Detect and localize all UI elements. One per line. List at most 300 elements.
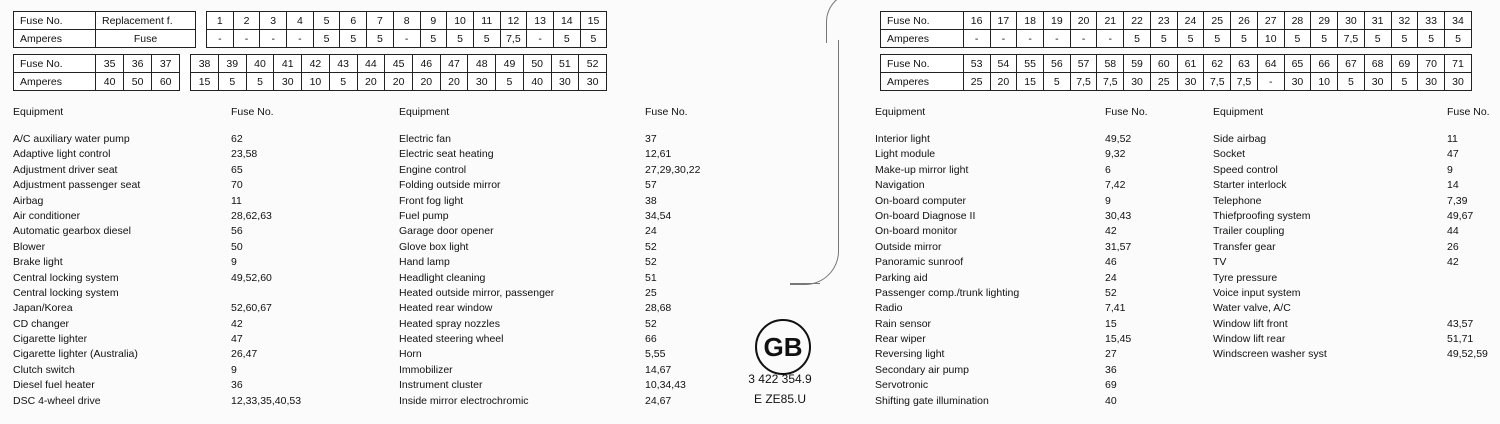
fuse-number-cell: 47 (440, 55, 468, 73)
equipment-header: Equipment (875, 106, 926, 118)
table-gap (180, 55, 191, 73)
amperes-cell: - (1257, 73, 1284, 91)
fuse-number-row (881, 55, 1472, 73)
fuse-no-label: Fuse No. (881, 12, 964, 30)
amperes-cell: 5 (496, 73, 524, 91)
document-code: E ZE85.U (753, 392, 807, 406)
amperes-cell: 15 (1017, 73, 1044, 91)
fuse-number-cell: 3 (260, 12, 287, 30)
equipment-row (13, 194, 343, 209)
fuse-number-cell: 28 (1284, 12, 1311, 30)
equipment-fuse: 66 (645, 333, 657, 346)
amperes-cell: 30 (1418, 73, 1445, 91)
equipment-row (399, 378, 729, 393)
equipment-name: Rear wiper (875, 333, 926, 346)
equipment-row (399, 224, 729, 239)
fuse-number-cell: 10 (447, 12, 474, 30)
fuse-number-cell: 65 (1284, 55, 1311, 73)
equipment-name: Thiefproofing system (1213, 209, 1311, 222)
equipment-row (1213, 178, 1493, 193)
equipment-row (399, 271, 729, 286)
equipment-name: Outside mirror (875, 240, 942, 253)
amperes-cell: - (1017, 30, 1044, 48)
cut-line-bottom (790, 283, 820, 284)
fuse-number-cell: 36 (124, 55, 152, 73)
fuse-number-cell: 69 (1391, 55, 1418, 73)
fuse-number-cell: 31 (1364, 12, 1391, 30)
equipment-fuse: 9 (231, 363, 237, 376)
amperes-cell: - (1070, 30, 1097, 48)
fuse-number-cell: 70 (1418, 55, 1445, 73)
equipment-rows (13, 132, 343, 409)
equipment-name: Instrument cluster (399, 379, 483, 392)
fuse-number-cell: 9 (420, 12, 447, 30)
fuse-number-cell: 27 (1257, 12, 1284, 30)
equipment-name: Adjustment driver seat (13, 163, 118, 176)
equipment-fuse: 51,71 (1447, 333, 1474, 346)
fuse-number-cell: 43 (329, 55, 357, 73)
equipment-row (399, 317, 729, 332)
amperes-cell: 5 (580, 30, 607, 48)
equipment-fuse: 49,52 (1105, 133, 1132, 145)
equipment-name: Air conditioner (13, 209, 81, 222)
equipment-row (875, 347, 1195, 362)
fuse-no-label: Fuse No. (14, 12, 96, 30)
amperes-cell: 5 (1444, 30, 1471, 48)
fuse-table-top-right (880, 11, 1472, 48)
equipment-row (399, 132, 729, 147)
equipment-fuse: 28,68 (645, 302, 672, 315)
amperes-cell: - (260, 30, 287, 48)
equipment-fuse: 26,47 (231, 348, 258, 361)
equipment-header: Equipment (399, 106, 450, 118)
equipment-name: A/C auxiliary water pump (13, 133, 130, 145)
amperes-cell: - (990, 30, 1017, 48)
equipment-row (399, 332, 729, 347)
amperes-cell: 60 (152, 73, 180, 91)
fuse-no-label: Fuse No. (14, 55, 96, 73)
amperes-cell: 30 (1284, 73, 1311, 91)
equipment-name: Automatic gearbox diesel (13, 225, 131, 238)
equipment-name: On-board monitor (875, 225, 958, 238)
equipment-name: DSC 4-wheel drive (13, 394, 101, 407)
equipment-fuse: 43,57 (1447, 317, 1474, 330)
equipment-row (1213, 132, 1493, 147)
equipment-name: Inside mirror electrochromic (399, 394, 529, 407)
amperes-cell: 5 (313, 30, 340, 48)
fuse-number-cell: 29 (1311, 12, 1338, 30)
fuse-number-cell: 54 (990, 55, 1017, 73)
amperes-label: Amperes (14, 30, 96, 48)
equipment-fuse: 57 (645, 179, 657, 192)
fuse-number-cell: 11 (473, 12, 500, 30)
equipment-name: Adaptive light control (13, 148, 111, 161)
equipment-fuse: 36 (1105, 363, 1117, 376)
equipment-fuse: 26 (1447, 240, 1459, 253)
equipment-fuse: 12,33,35,40,53 (231, 394, 302, 407)
equipment-fuse: 9 (1105, 194, 1111, 207)
equipment-row (875, 240, 1195, 255)
amperes-cell: 5 (329, 73, 357, 91)
equipment-name: Hand lamp (399, 256, 450, 269)
equipment-row (13, 132, 343, 147)
equipment-name: Blower (13, 240, 46, 253)
equipment-fuse: 15 (1105, 317, 1117, 330)
fuse-number-cell: 17 (990, 12, 1017, 30)
equipment-fuse: 52 (1105, 286, 1117, 299)
fuse-number-cell: 55 (1017, 55, 1044, 73)
table-gap (196, 12, 207, 30)
equipment-name: Japan/Korea (13, 302, 73, 315)
equipment-row (875, 301, 1195, 316)
amperes-cell: - (207, 30, 234, 48)
equipment-name: Light module (875, 148, 936, 161)
fuse-number-cell: 6 (340, 12, 367, 30)
equipment-name: Servotronic (875, 379, 929, 392)
fuse-number-cell: 2 (233, 12, 260, 30)
equipment-fuse: 14,67 (645, 363, 672, 376)
equipment-row (13, 347, 343, 362)
equipment-row (399, 209, 729, 224)
amperes-cell: 7,5 (500, 30, 527, 48)
amperes-cell: 20 (440, 73, 468, 91)
equipment-name: Heated spray nozzles (399, 317, 500, 330)
equipment-row (13, 240, 343, 255)
amperes-cell: 5 (246, 73, 274, 91)
amperes-cell: 5 (1177, 30, 1204, 48)
equipment-fuse: 49,52,59 (1447, 348, 1488, 361)
amperes-cell: 5 (1364, 30, 1391, 48)
fuse-number-cell: 41 (274, 55, 302, 73)
fuse-number-cell: 45 (385, 55, 413, 73)
amperes-cell: 5 (1311, 30, 1338, 48)
equipment-row (1213, 209, 1493, 224)
fuse-table-bottom-left (13, 54, 607, 91)
amperes-cell: 30 (1444, 73, 1471, 91)
fuse-number-cell: 13 (527, 12, 554, 30)
amperes-cell: 5 (1124, 30, 1151, 48)
equipment-row (399, 255, 729, 270)
equipment-name: Reversing light (875, 348, 945, 361)
amperes-cell: 30 (468, 73, 496, 91)
equipment-name: Window lift rear (1213, 333, 1286, 346)
fuse-number-cell: 15 (580, 12, 607, 30)
equipment-row (13, 209, 343, 224)
equipment-fuse: 52,60,67 (231, 302, 272, 315)
equipment-row (13, 394, 343, 409)
equipment-row (399, 394, 729, 409)
amperes-cell: 5 (1391, 73, 1418, 91)
fuse-number-cell: 64 (1257, 55, 1284, 73)
equipment-fuse: 38 (645, 194, 657, 207)
equipment-fuse: 27,29,30,22 (645, 163, 701, 176)
part-number: 3 422 354.9 (748, 372, 812, 386)
amperes-cell: 5 (218, 73, 246, 91)
fuse-number-cell: 23 (1150, 12, 1177, 30)
equipment-fuse: 7,39 (1447, 194, 1468, 207)
amperes-cell: 20 (990, 73, 1017, 91)
fuse-number-cell: 57 (1070, 55, 1097, 73)
equipment-row (875, 147, 1195, 162)
equipment-name: Telephone (1213, 194, 1262, 207)
equipment-fuse: 52 (645, 317, 657, 330)
fuse-number-cell: 71 (1444, 55, 1471, 73)
amperes-row (14, 73, 607, 91)
amperes-cell: 30 (551, 73, 579, 91)
equipment-row (13, 378, 343, 393)
equipment-row (13, 147, 343, 162)
amperes-cell: 7,5 (1338, 30, 1365, 48)
replacement-label: Replacement f. (96, 12, 196, 30)
fuse-number-cell: 46 (412, 55, 440, 73)
equipment-name: Water valve, A/C (1213, 302, 1291, 315)
country-badge: GB (755, 319, 811, 375)
replacement-value: Fuse (96, 30, 196, 48)
fuse-number-cell: 21 (1097, 12, 1124, 30)
amperes-cell: - (527, 30, 554, 48)
fuse-number-cell: 68 (1364, 55, 1391, 73)
amperes-cell: 15 (191, 73, 219, 91)
fuse-number-cell: 53 (963, 55, 990, 73)
fuse-number-cell: 1 (207, 12, 234, 30)
equipment-fuse: 5,55 (645, 348, 666, 361)
equipment-fuse: 28,62,63 (231, 209, 272, 222)
amperes-cell: 5 (420, 30, 447, 48)
equipment-name: Panoramic sunroof (875, 256, 964, 269)
equipment-name: Heated steering wheel (399, 333, 504, 346)
equipment-name: CD changer (13, 317, 70, 330)
fuse-number-cell: 44 (357, 55, 385, 73)
equipment-row (1213, 163, 1493, 178)
equipment-fuse: 46 (1105, 256, 1117, 269)
equipment-row (1213, 332, 1493, 347)
equipment-fuse: 42 (1447, 256, 1459, 269)
equipment-rows (1213, 132, 1493, 363)
amperes-row (14, 30, 607, 48)
equipment-fuse: 24,67 (645, 394, 672, 407)
equipment-fuse: 30,43 (1105, 209, 1132, 222)
fuse-number-cell: 59 (1124, 55, 1151, 73)
equipment-row (875, 394, 1195, 409)
equipment-name: Transfer gear (1213, 240, 1276, 253)
fuse-number-cell: 24 (1177, 12, 1204, 30)
fuse-number-cell: 48 (468, 55, 496, 73)
amperes-cell: 5 (553, 30, 580, 48)
equipment-row (1213, 286, 1493, 301)
equipment-name: Tyre pressure (1213, 271, 1278, 284)
equipment-row (399, 240, 729, 255)
equipment-row (13, 178, 343, 193)
equipment-fuse: 25 (645, 286, 657, 299)
equipment-row (1213, 347, 1493, 362)
equipment-name: Interior light (875, 133, 930, 145)
equipment-fuse: 70 (231, 179, 243, 192)
cut-line (790, 40, 839, 285)
fuse-number-row (881, 12, 1472, 30)
fuse-number-cell: 50 (523, 55, 551, 73)
fuse-number-cell: 19 (1043, 12, 1070, 30)
fuse-number-cell: 20 (1070, 12, 1097, 30)
equipment-name: Diesel fuel heater (13, 379, 95, 392)
equipment-name: Clutch switch (13, 363, 75, 376)
equipment-row (13, 224, 343, 239)
equipment-name: Side airbag (1213, 133, 1267, 145)
equipment-fuse: 9,32 (1105, 148, 1126, 161)
fuse-number-cell: 38 (191, 55, 219, 73)
equipment-name: Horn (399, 348, 422, 361)
table-gap (180, 73, 191, 91)
equipment-row (875, 163, 1195, 178)
fuse-number-cell: 63 (1231, 55, 1258, 73)
fuse-number-cell: 7 (367, 12, 394, 30)
fuse-number-cell: 35 (96, 55, 124, 73)
equipment-fuse: 12,61 (645, 148, 672, 161)
fuse-number-cell: 49 (496, 55, 524, 73)
equipment-name: Front fog light (399, 194, 464, 207)
fuse-number-cell: 67 (1338, 55, 1365, 73)
equipment-name: Brake light (13, 256, 63, 269)
amperes-cell: 5 (1150, 30, 1177, 48)
equipment-name: Secondary air pump (875, 363, 969, 376)
equipment-row (1213, 271, 1493, 286)
amperes-cell: 40 (523, 73, 551, 91)
fuse-table-bottom-right (880, 54, 1472, 91)
fuse-number-cell: 18 (1017, 12, 1044, 30)
equipment-fuse: 37 (645, 133, 657, 145)
fuse-number-cell: 62 (1204, 55, 1231, 73)
equipment-row (13, 286, 343, 301)
equipment-row (13, 271, 343, 286)
equipment-row (399, 347, 729, 362)
equipment-fuse: 49,67 (1447, 209, 1474, 222)
equipment-name: Rain sensor (875, 317, 932, 330)
fuse-no-header: Fuse No. (645, 106, 688, 118)
fuse-number-cell: 40 (246, 55, 274, 73)
fuse-number-cell: 52 (579, 55, 607, 73)
amperes-cell: 20 (412, 73, 440, 91)
amperes-cell: - (287, 30, 314, 48)
equipment-fuse: 24 (645, 225, 657, 238)
table-gap (196, 30, 207, 48)
equipment-row (875, 271, 1195, 286)
equipment-fuse: 49,52,60 (231, 271, 272, 284)
fuse-number-cell: 51 (551, 55, 579, 73)
equipment-fuse: 10,34,43 (645, 379, 686, 392)
amperes-cell: 5 (447, 30, 474, 48)
equipment-row (399, 363, 729, 378)
amperes-cell: 25 (1150, 73, 1177, 91)
equipment-name: Headlight cleaning (399, 271, 486, 284)
amperes-cell: 20 (357, 73, 385, 91)
amperes-cell: 20 (385, 73, 413, 91)
fuse-table-top-left (13, 11, 607, 48)
amperes-label: Amperes (14, 73, 96, 91)
equipment-row (1213, 317, 1493, 332)
amperes-cell: 30 (1177, 73, 1204, 91)
equipment-name: Voice input system (1213, 286, 1301, 299)
fuse-no-header: Fuse No. (1105, 106, 1148, 118)
equipment-name: Glove box light (399, 240, 469, 253)
fuse-number-cell: 14 (553, 12, 580, 30)
equipment-row (875, 363, 1195, 378)
amperes-cell: 5 (1284, 30, 1311, 48)
equipment-fuse: 50 (231, 240, 243, 253)
equipment-fuse: 23,58 (231, 148, 258, 161)
equipment-fuse: 27 (1105, 348, 1117, 361)
equipment-fuse: 31,57 (1105, 240, 1132, 253)
equipment-fuse: 52 (645, 240, 657, 253)
fuse-number-cell: 4 (287, 12, 314, 30)
amperes-row (881, 30, 1472, 48)
fuse-no-label: Fuse No. (881, 55, 964, 73)
amperes-cell: 50 (124, 73, 152, 91)
equipment-name: Cigarette lighter (Australia) (13, 348, 138, 361)
equipment-row (13, 317, 343, 332)
equipment-fuse: 15,45 (1105, 333, 1132, 346)
equipment-fuse: 44 (1447, 225, 1459, 238)
equipment-row (875, 132, 1195, 147)
fuse-number-cell: 66 (1311, 55, 1338, 73)
equipment-row (399, 286, 729, 301)
equipment-name: Parking aid (875, 271, 928, 284)
fuse-number-cell: 42 (302, 55, 330, 73)
fuse-number-cell: 39 (218, 55, 246, 73)
equipment-row (875, 209, 1195, 224)
equipment-rows (399, 132, 729, 409)
equipment-fuse: 56 (231, 225, 243, 238)
amperes-cell: 40 (96, 73, 124, 91)
equipment-row (875, 178, 1195, 193)
equipment-name: Electric fan (399, 133, 451, 145)
equipment-name: Fuel pump (399, 209, 449, 222)
equipment-name: Speed control (1213, 163, 1278, 176)
equipment-name: Shifting gate illumination (875, 394, 989, 407)
equipment-name: On-board Diagnose II (875, 209, 976, 222)
equipment-fuse: 9 (1447, 163, 1453, 176)
equipment-row (1213, 301, 1493, 316)
equipment-fuse: 62 (231, 133, 243, 145)
equipment-fuse: 40 (1105, 394, 1117, 407)
equipment-row (399, 178, 729, 193)
equipment-fuse: 65 (231, 163, 243, 176)
equipment-row (875, 224, 1195, 239)
amperes-cell: - (233, 30, 260, 48)
equipment-row (13, 255, 343, 270)
equipment-fuse: 36 (231, 379, 243, 392)
equipment-fuse: 69 (1105, 379, 1117, 392)
equipment-name: Garage door opener (399, 225, 494, 238)
equipment-fuse: 47 (1447, 148, 1459, 161)
equipment-name: Windscreen washer syst (1213, 348, 1327, 361)
equipment-header: Equipment (1213, 106, 1264, 118)
equipment-row (399, 147, 729, 162)
equipment-name: Heated outside mirror, passenger (399, 286, 555, 299)
amperes-cell: 30 (1124, 73, 1151, 91)
equipment-name: Window lift front (1213, 317, 1288, 330)
equipment-name: Airbag (13, 194, 44, 207)
fuse-number-row (14, 12, 607, 30)
equipment-row (399, 194, 729, 209)
fuse-no-header: Fuse No. (1447, 106, 1490, 118)
amperes-cell: 5 (1338, 73, 1365, 91)
equipment-row (13, 163, 343, 178)
amperes-cell: 7,5 (1204, 73, 1231, 91)
equipment-fuse: 24 (1105, 271, 1117, 284)
equipment-fuse: 47 (231, 333, 243, 346)
equipment-name: Central locking system (13, 286, 119, 299)
fuse-number-cell: 26 (1231, 12, 1258, 30)
fuse-number-cell: 58 (1097, 55, 1124, 73)
